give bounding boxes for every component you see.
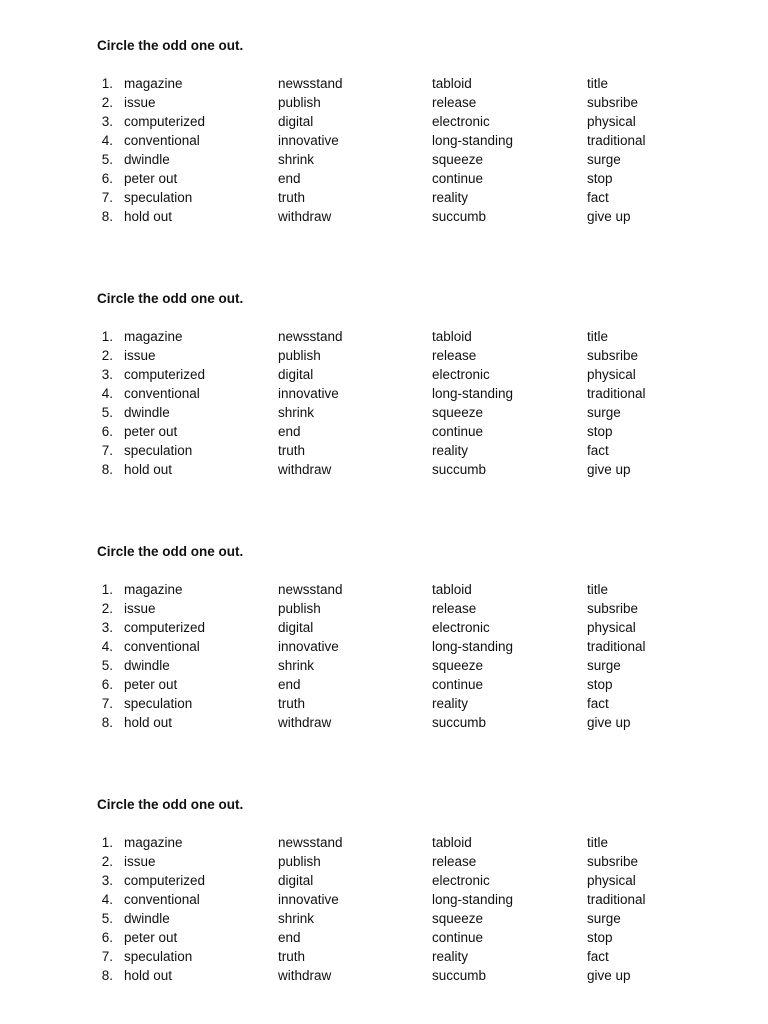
word-option: withdraw	[278, 462, 332, 477]
exercise-row	[0, 947, 768, 966]
word-option: truth	[278, 190, 306, 205]
word-option: squeeze	[432, 911, 484, 926]
word-option: squeeze	[432, 405, 484, 420]
item-number: 6.	[101, 930, 113, 945]
word-option: electronic	[432, 114, 490, 129]
item-number: 2.	[101, 95, 113, 110]
exercise-row	[0, 150, 768, 169]
word-option: peter out	[124, 930, 178, 945]
item-number: 1.	[101, 76, 113, 91]
word-option: long-standing	[432, 892, 514, 907]
word-option: innovative	[278, 133, 339, 148]
word-option: reality	[432, 443, 469, 458]
word-option: subsribe	[587, 854, 639, 869]
word-option: physical	[587, 114, 636, 129]
word-option: newsstand	[278, 329, 343, 344]
exercise-row	[0, 871, 768, 890]
word-option: conventional	[124, 892, 200, 907]
word-option: issue	[124, 348, 156, 363]
word-option: subsribe	[587, 95, 639, 110]
word-option: long-standing	[432, 133, 514, 148]
word-option: hold out	[124, 462, 173, 477]
word-option: stop	[587, 424, 613, 439]
word-option: continue	[432, 930, 484, 945]
exercise-row	[0, 694, 768, 713]
exercise-row	[0, 112, 768, 131]
item-number: 5.	[101, 658, 113, 673]
exercise-instruction: Circle the odd one out.	[97, 291, 244, 306]
item-number: 6.	[101, 677, 113, 692]
word-option: issue	[124, 95, 156, 110]
exercise-section	[0, 544, 768, 744]
word-option: release	[432, 348, 477, 363]
word-option: publish	[278, 95, 321, 110]
word-option: reality	[432, 949, 469, 964]
exercise-section	[0, 291, 768, 491]
item-number: 7.	[101, 190, 113, 205]
word-option: continue	[432, 171, 484, 186]
exercise-row	[0, 599, 768, 618]
word-option: physical	[587, 367, 636, 382]
word-option: shrink	[278, 405, 315, 420]
word-option: surge	[587, 405, 621, 420]
item-number: 3.	[101, 367, 113, 382]
exercise-row	[0, 441, 768, 460]
exercise-row	[0, 188, 768, 207]
word-option: tabloid	[432, 329, 472, 344]
word-option: digital	[278, 367, 314, 382]
exercise-row	[0, 890, 768, 909]
word-option: release	[432, 95, 477, 110]
item-number: 7.	[101, 443, 113, 458]
word-option: computerized	[124, 367, 206, 382]
item-number: 2.	[101, 854, 113, 869]
word-option: shrink	[278, 658, 315, 673]
word-option: squeeze	[432, 152, 484, 167]
item-number: 2.	[101, 348, 113, 363]
word-option: speculation	[124, 190, 193, 205]
exercise-row	[0, 131, 768, 150]
word-option: computerized	[124, 114, 206, 129]
exercise-row	[0, 207, 768, 226]
exercise-row	[0, 713, 768, 732]
word-option: speculation	[124, 443, 193, 458]
item-number: 4.	[101, 133, 113, 148]
word-option: truth	[278, 696, 306, 711]
word-option: end	[278, 930, 301, 945]
item-number: 7.	[101, 949, 113, 964]
exercise-instruction: Circle the odd one out.	[97, 797, 244, 812]
item-number: 1.	[101, 329, 113, 344]
word-option: release	[432, 854, 477, 869]
word-option: end	[278, 677, 301, 692]
word-option: tabloid	[432, 835, 472, 850]
exercise-row	[0, 656, 768, 675]
item-number: 4.	[101, 639, 113, 654]
exercise-row	[0, 384, 768, 403]
word-option: innovative	[278, 386, 339, 401]
item-number: 1.	[101, 582, 113, 597]
word-option: subsribe	[587, 601, 639, 616]
word-option: fact	[587, 190, 609, 205]
word-option: digital	[278, 873, 314, 888]
word-option: title	[587, 76, 609, 91]
exercise-row	[0, 618, 768, 637]
word-option: newsstand	[278, 835, 343, 850]
word-option: traditional	[587, 386, 646, 401]
exercise-row	[0, 909, 768, 928]
word-option: dwindle	[124, 152, 170, 167]
item-number: 4.	[101, 386, 113, 401]
word-option: newsstand	[278, 76, 343, 91]
word-option: magazine	[124, 582, 183, 597]
item-number: 5.	[101, 911, 113, 926]
word-option: electronic	[432, 873, 490, 888]
exercise-row	[0, 460, 768, 479]
word-option: give up	[587, 209, 631, 224]
word-option: traditional	[587, 133, 646, 148]
word-option: hold out	[124, 968, 173, 983]
word-option: succumb	[432, 209, 487, 224]
word-option: speculation	[124, 696, 193, 711]
word-option: electronic	[432, 367, 490, 382]
exercise-row	[0, 346, 768, 365]
word-option: long-standing	[432, 386, 514, 401]
word-option: publish	[278, 854, 321, 869]
word-option: stop	[587, 930, 613, 945]
exercise-row	[0, 169, 768, 188]
exercise-section	[0, 38, 768, 238]
exercise-row	[0, 675, 768, 694]
word-option: magazine	[124, 329, 183, 344]
word-option: tabloid	[432, 76, 472, 91]
word-option: reality	[432, 190, 469, 205]
item-number: 5.	[101, 405, 113, 420]
exercise-row	[0, 852, 768, 871]
word-option: publish	[278, 601, 321, 616]
word-option: long-standing	[432, 639, 514, 654]
word-option: withdraw	[278, 968, 332, 983]
word-option: continue	[432, 677, 484, 692]
word-option: succumb	[432, 715, 487, 730]
word-option: traditional	[587, 639, 646, 654]
item-number: 8.	[101, 715, 113, 730]
item-number: 3.	[101, 873, 113, 888]
word-option: dwindle	[124, 658, 170, 673]
word-option: give up	[587, 968, 631, 983]
word-option: peter out	[124, 677, 178, 692]
word-option: issue	[124, 601, 156, 616]
exercise-instruction: Circle the odd one out.	[97, 38, 244, 53]
exercise-row	[0, 928, 768, 947]
word-option: computerized	[124, 620, 206, 635]
exercise-row	[0, 637, 768, 656]
exercise-instruction: Circle the odd one out.	[97, 544, 244, 559]
word-option: title	[587, 835, 609, 850]
word-option: conventional	[124, 386, 200, 401]
exercise-row	[0, 403, 768, 422]
exercise-row	[0, 422, 768, 441]
word-option: speculation	[124, 949, 193, 964]
word-option: title	[587, 582, 609, 597]
word-option: innovative	[278, 892, 339, 907]
word-option: physical	[587, 873, 636, 888]
word-option: truth	[278, 949, 306, 964]
word-option: newsstand	[278, 582, 343, 597]
word-option: surge	[587, 911, 621, 926]
item-number: 2.	[101, 601, 113, 616]
word-option: digital	[278, 114, 314, 129]
exercise-row	[0, 93, 768, 112]
word-option: reality	[432, 696, 469, 711]
item-number: 7.	[101, 696, 113, 711]
item-number: 4.	[101, 892, 113, 907]
word-option: surge	[587, 658, 621, 673]
word-option: digital	[278, 620, 314, 635]
word-option: title	[587, 329, 609, 344]
exercise-row	[0, 327, 768, 346]
word-option: stop	[587, 171, 613, 186]
word-option: hold out	[124, 715, 173, 730]
item-number: 6.	[101, 424, 113, 439]
word-option: release	[432, 601, 477, 616]
exercise-row	[0, 833, 768, 852]
exercise-row	[0, 966, 768, 985]
word-option: computerized	[124, 873, 206, 888]
word-option: squeeze	[432, 658, 484, 673]
word-option: give up	[587, 715, 631, 730]
word-option: subsribe	[587, 348, 639, 363]
word-option: fact	[587, 696, 609, 711]
word-option: end	[278, 171, 301, 186]
word-option: traditional	[587, 892, 646, 907]
word-option: dwindle	[124, 405, 170, 420]
word-option: shrink	[278, 911, 315, 926]
word-option: peter out	[124, 424, 178, 439]
word-option: innovative	[278, 639, 339, 654]
item-number: 8.	[101, 968, 113, 983]
word-option: truth	[278, 443, 306, 458]
word-option: hold out	[124, 209, 173, 224]
item-number: 5.	[101, 152, 113, 167]
word-option: give up	[587, 462, 631, 477]
word-option: conventional	[124, 133, 200, 148]
word-option: succumb	[432, 968, 487, 983]
exercise-section	[0, 797, 768, 997]
exercise-row	[0, 74, 768, 93]
word-option: continue	[432, 424, 484, 439]
word-option: fact	[587, 949, 609, 964]
word-option: electronic	[432, 620, 490, 635]
item-number: 1.	[101, 835, 113, 850]
exercise-row	[0, 365, 768, 384]
item-number: 8.	[101, 209, 113, 224]
word-option: physical	[587, 620, 636, 635]
word-option: end	[278, 424, 301, 439]
item-number: 3.	[101, 620, 113, 635]
item-number: 6.	[101, 171, 113, 186]
word-option: withdraw	[278, 209, 332, 224]
word-option: dwindle	[124, 911, 170, 926]
item-number: 8.	[101, 462, 113, 477]
word-option: conventional	[124, 639, 200, 654]
item-number: 3.	[101, 114, 113, 129]
word-option: publish	[278, 348, 321, 363]
word-option: fact	[587, 443, 609, 458]
exercise-row	[0, 580, 768, 599]
word-option: magazine	[124, 835, 183, 850]
word-option: peter out	[124, 171, 178, 186]
word-option: succumb	[432, 462, 487, 477]
word-option: shrink	[278, 152, 315, 167]
word-option: issue	[124, 854, 156, 869]
word-option: tabloid	[432, 582, 472, 597]
word-option: magazine	[124, 76, 183, 91]
word-option: surge	[587, 152, 621, 167]
word-option: stop	[587, 677, 613, 692]
word-option: withdraw	[278, 715, 332, 730]
